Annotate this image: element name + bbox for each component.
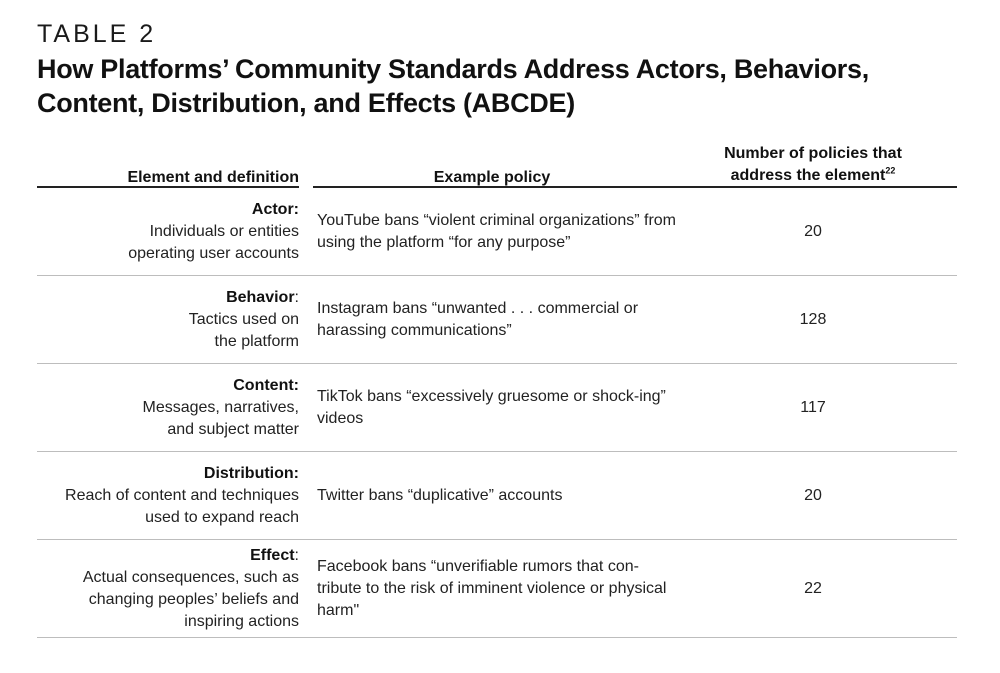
- element-definition: inspiring actions: [184, 613, 299, 630]
- element-definition: changing peoples’ beliefs and: [88, 591, 299, 608]
- header-number-line1: Number of policies that: [724, 145, 902, 162]
- header-number: [699, 143, 927, 187]
- table-row: [37, 540, 957, 638]
- element-cell: [37, 452, 299, 540]
- element-name-line: [37, 545, 299, 567]
- count-cell: 20: [804, 223, 822, 240]
- element-name-suffix: :: [294, 289, 299, 306]
- element-name-line: [37, 287, 299, 309]
- example-cell: Twitter bans “duplicative” accounts: [317, 487, 563, 504]
- count-cell: 22: [804, 580, 822, 597]
- table-row: [37, 452, 957, 540]
- table-header: [37, 140, 957, 187]
- element-definition: Tactics used on: [188, 311, 299, 328]
- footnote-marker: 22: [885, 165, 896, 176]
- element-name: Behavior: [226, 289, 295, 306]
- example-cell: Instagram bans “unwanted . . . commercial or harassing communications”: [317, 300, 639, 339]
- element-name: Distribution:: [203, 465, 299, 482]
- header-number-line2: [699, 165, 927, 187]
- count-cell: 117: [800, 399, 826, 416]
- element-name: Actor:: [251, 201, 299, 218]
- header-example: Example policy: [433, 169, 551, 186]
- header-element: Element and definition: [127, 169, 299, 186]
- element-cell: [37, 540, 299, 638]
- table-row: [37, 188, 957, 276]
- element-definition: Individuals or entities: [149, 223, 299, 240]
- element-definition: Actual consequences, such as: [82, 569, 299, 586]
- table-title: How Platforms’ Community Standards Address Actors, Behaviors, Content, Distribution, and Effects (ABCDE): [37, 54, 869, 118]
- count-cell: 20: [804, 487, 822, 504]
- element-definition: and subject matter: [167, 421, 299, 438]
- element-cell: [37, 276, 299, 364]
- table-label: TABLE 2: [37, 20, 157, 48]
- element-cell: [37, 188, 299, 276]
- table-row: [37, 276, 957, 364]
- element-name-suffix: :: [294, 547, 299, 564]
- example-cell: Facebook bans “unverifiable rumors that con-tribute to the risk of imminent violence or physical harm": [317, 558, 667, 619]
- example-cell: TikTok bans “excessively gruesome or shock-ing” videos: [317, 388, 666, 427]
- element-name: Content:: [233, 377, 299, 394]
- example-cell: YouTube bans “violent criminal organizations” from using the platform “for any purpose”: [317, 212, 676, 251]
- element-definition: Messages, narratives,: [142, 399, 299, 416]
- abcde-table: [37, 140, 957, 187]
- row-divider: [37, 637, 957, 638]
- element-definition: the platform: [214, 333, 299, 350]
- table-row: [37, 364, 957, 452]
- element-cell: [37, 364, 299, 452]
- element-name: Effect: [250, 547, 295, 564]
- element-definition: operating user accounts: [128, 245, 299, 262]
- header-number-line2-text: address the element: [730, 167, 886, 184]
- element-definition: Reach of content and techniques: [65, 487, 299, 504]
- element-definition: used to expand reach: [145, 509, 299, 526]
- count-cell: 128: [799, 311, 827, 328]
